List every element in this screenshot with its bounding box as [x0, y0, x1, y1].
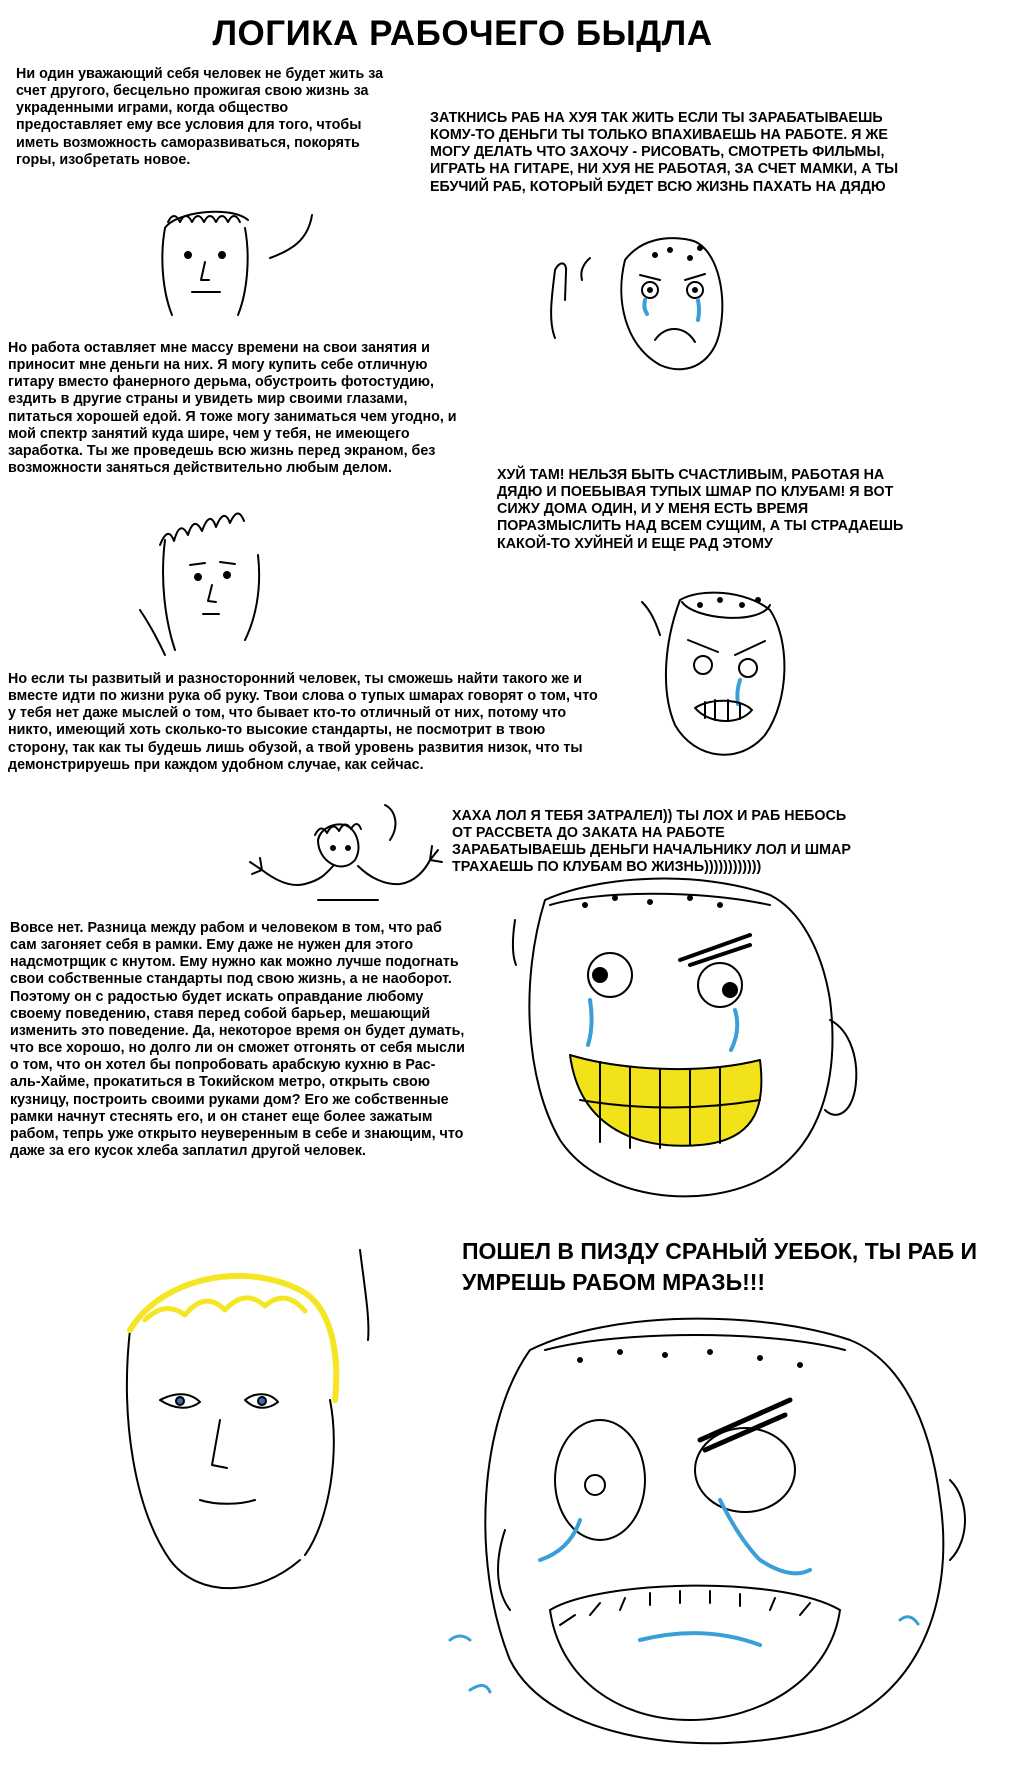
slacker-speech-3: ХАХА ЛОЛ Я ТЕБЯ ЗАТРАЛЕЛ)) ТЫ ЛОХ И РАБ НЕБОСЬ ОТ РАССВЕТА ДО ЗАКАТА НА РАБОТЕ ЗАРАБАТЫВАЕШЬ ДЕНЬГИ НАЧАЛЬНИКУ ЛОЛ И ШМАР ТРАХАЕШЬ ПО КЛУБАМ ВО ЖИЗНЬ)))))))))))) [452, 808, 851, 876]
worker-speech-2: Но работа оставляет мне массу времени на свои занятия и приносит мне деньги на них. Я могу купить себе отличную гитару вместо фанерного дерьма, обустроить фотостудию, ездить в другие страны и увидеть мир своими глазами, питаться хорошей едой. Я тоже могу заниматься чем угодно, и мой спектр занятий куда шире, чем у тебя, не имеющего заработка. Ты же проведешь всю жизнь перед экраном, без возможности заняться действительно любым делом. [8, 340, 457, 477]
slacker-speech-4: ПОШЕЛ В ПИЗДУ СРАНЫЙ УЕБОК, ТЫ РАБ И УМРЕШЬ РАБОМ МРАЗЬ!!! [462, 1238, 978, 1296]
worker-speech-1: Ни один уважающий себя человек не будет жить за счет другого, бесцельно прожигая свою жизнь за украденными играми, когда общество предоставляет ему все условия для того, чтобы иметь возможность саморазвиваться, покорять горы, изобретать новое. [16, 66, 384, 168]
slacker-speech-1: ЗАТКНИСЬ РАБ НА ХУЯ ТАК ЖИТЬ ЕСЛИ ТЫ ЗАРАБАТЫВАЕШЬ КОМУ-ТО ДЕНЬГИ ТЫ ТОЛЬКО ВПАХИВАЕШЬ НА РАБОТЕ. Я ЖЕ МОГУ ДЕЛАТЬ ЧТО ЗАХОЧУ - РИСОВАТЬ, СМОТРЕТЬ ФИЛЬМЫ, ИГРАТЬ НА ГИТАРЕ, НИ ХУЯ НЕ РАБОТАЯ, ЗА СЧЕТ МАМКИ, А ТЫ ЕБУЧИЙ РАБ, КОТОРЫЙ БУДЕТ ВСЮ ЖИЗНЬ ПАХАТЬ НА ДЯДЮ [430, 110, 899, 195]
worker-face-2 [140, 513, 259, 655]
comic-title: ЛОГИКА РАБОЧЕГО БЫДЛА [212, 14, 713, 53]
slacker-face-3 [513, 879, 856, 1197]
slacker-face-2 [642, 593, 784, 755]
slacker-face-1 [551, 238, 722, 369]
worker-speech-3: Но если ты развитый и разносторонний человек, ты сможешь найти такого же и вместе идти по жизни рука об руку. Твои слова о тупых шмарах говорят о том, что у тебя нет даже мыслей о том, что бывает кто-то отличный от них, потому что никто, имеющий хоть сколько-то высокие стандарты, не посмотрит в твою сторону, так как ты будешь лишь обузой, а твой уровень развития низок, что ты демонстрируешь при каждом удобном случае, как сейчас. [8, 671, 598, 773]
slacker-face-4 [450, 1319, 965, 1744]
worker-face-4 [127, 1250, 368, 1588]
slacker-speech-2: ХУЙ ТАМ! НЕЛЬЗЯ БЫТЬ СЧАСТЛИВЫМ, РАБОТАЯ НА ДЯДЮ И ПОЕБЫВАЯ ТУПЫХ ШМАР ПО КЛУБАМ! Я ВОТ СИЖУ ДОМА ОДИН, И У МЕНЯ ЕСТЬ ВРЕМЯ ПОРАЗМЫСЛИТЬ НАД ВСЕМ СУЩИМ, А ТЫ СТРАДАЕШЬ КАКОЙ-ТО ХУЙНЕЙ И ЕЩЕ РАД ЭТОМУ [497, 467, 904, 552]
worker-speech-4: Вовсе нет. Разница между рабом и человеком в том, что раб сам загоняет себя в рамки. Ему даже не нужен для этого надсмотрщик с кнутом. Ему нужно как можно лучше подогнать свои собственные стандарты под свою жизнь, а не наоборот. Поэтому он с радостью будет искать оправдание любому своему поведению, ставя перед собой барьер, мешающий изменить это поведение. Да, некоторое время он будет думать, что все хорошо, но долго ли он сможет отгонять от себя мысли о том, что он хотел бы попробовать арабскую кухню в Рас-аль-Хайме, прокатиться в Токийском метро, открыть свою кузницу, построить своими руками дом? Его же собственные рамки начнут стеснять его, и он станет еще более зажатым рабом, тепрь уже открыто неуверенным в себе и знающим, что даже за его кусок хлеба заплатил другой человек. [10, 920, 465, 1160]
worker-figure-3 [250, 805, 442, 900]
worker-face-1 [162, 212, 312, 315]
